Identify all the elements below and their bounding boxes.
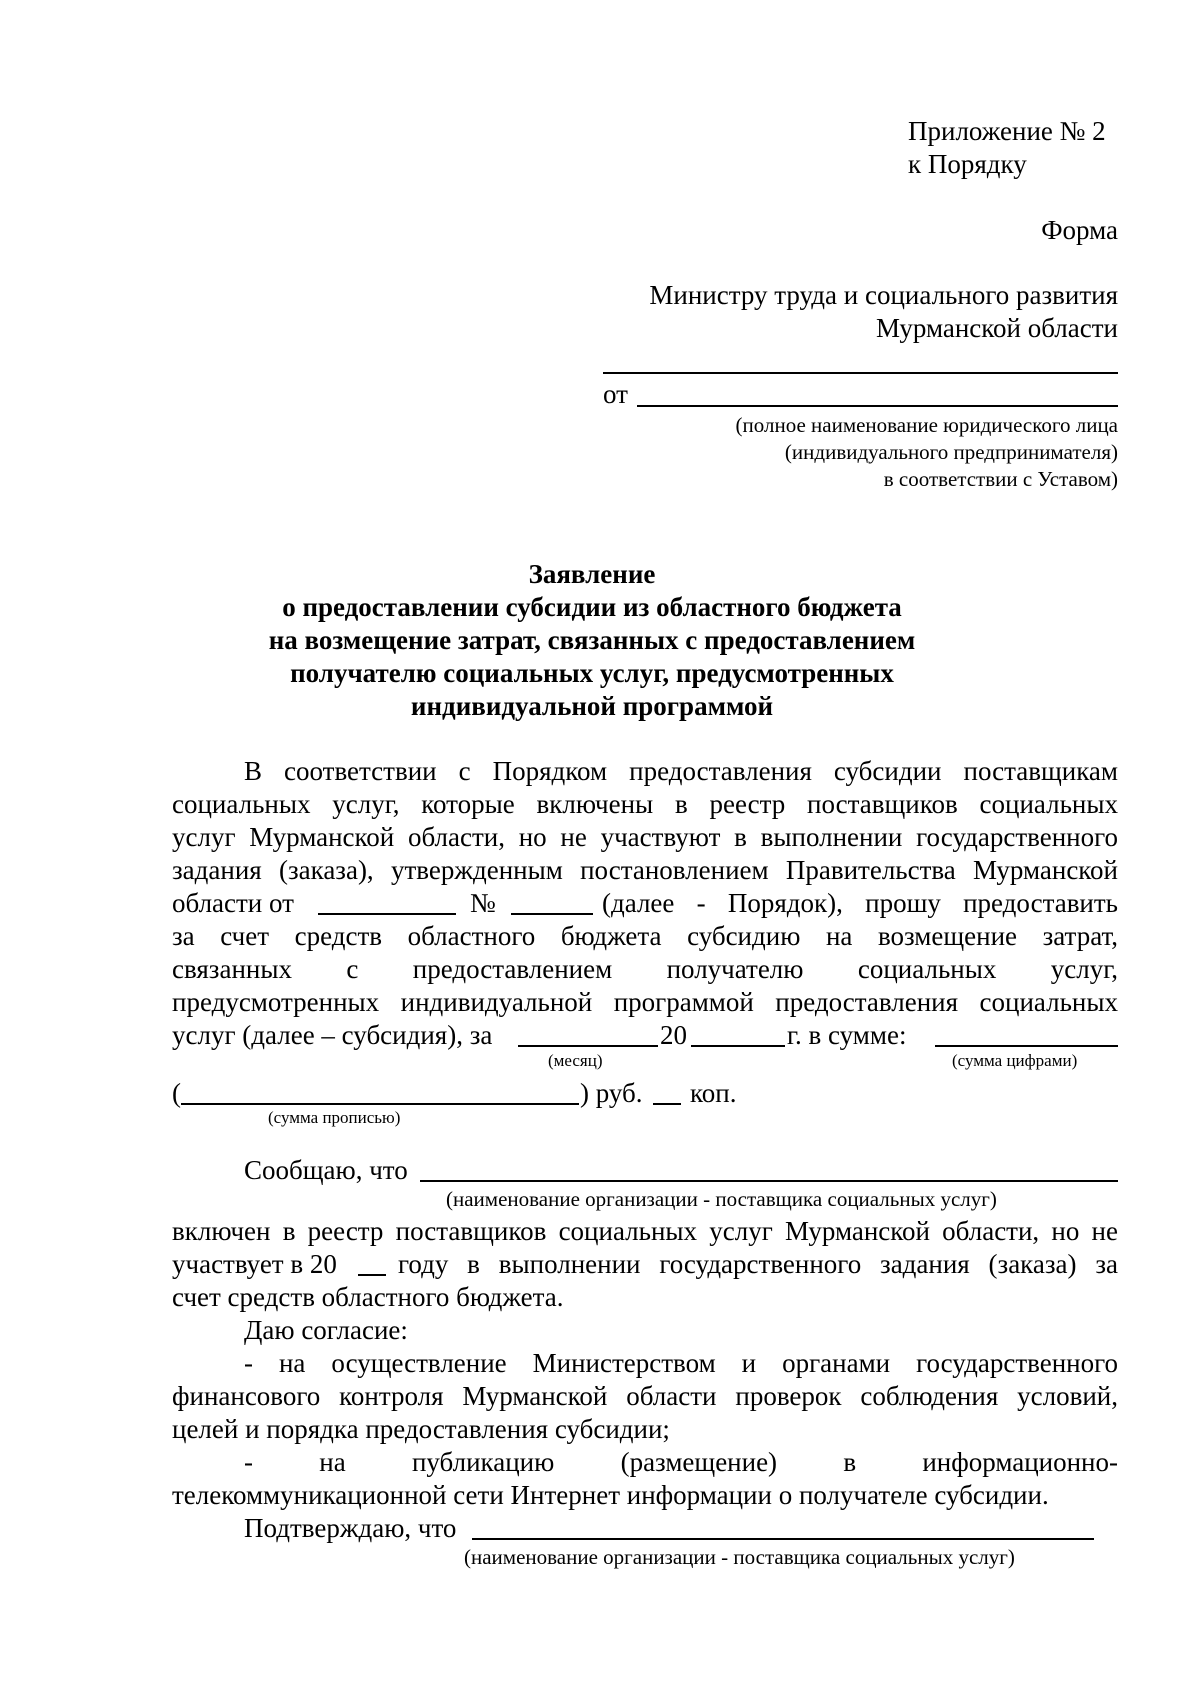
consent-1-line-1 [244, 1347, 1118, 1379]
decree-date-blank[interactable] [318, 913, 456, 915]
document-subtitle-line-2: на возмещение затрат, связанных с предоставлением [268, 625, 916, 655]
consent-1-line-1-text: - на осуществление Министерством и органами государственного [244, 1348, 1118, 1378]
document-subtitle-line-1: о предоставлении субсидии из областного бюджета [282, 592, 902, 622]
appendix-reference: к Порядку [908, 149, 1027, 179]
paragraph-2-line-1-text: включен в реестр поставщиков социальных услуг Мурманской области, но не [172, 1216, 1118, 1246]
amount-words-blank[interactable] [181, 1103, 579, 1105]
appendix-number: Приложение № 2 [908, 116, 1106, 146]
year-prefix: 20 [660, 1020, 687, 1050]
paragraph-1-line-5-end [602, 887, 1118, 919]
report-label: Сообщаю, что [244, 1155, 408, 1185]
applicant-blank-line-2[interactable] [637, 405, 1118, 407]
paragraph-1-line-6-text: за счет средств областного бюджета субсидию на возмещение затрат, [172, 921, 1118, 951]
paragraph-2-line-2-start: участвует в 20 [172, 1249, 337, 1279]
addressee-line-2: Мурманской области [876, 313, 1118, 343]
paragraph-1-line-9-start: услуг (далее – субсидия), за [172, 1020, 493, 1050]
addressee-line-1: Министру труда и социального развития [649, 280, 1118, 310]
amount-digits-hint: (сумма цифрами) [952, 1051, 1078, 1070]
organization-name-hint-2: (наименование организации - поставщика социальных услуг) [464, 1545, 1015, 1569]
paragraph-1-line-2 [172, 788, 1118, 820]
amount-label: г. в сумме: [787, 1020, 907, 1050]
consent-2-line-1 [244, 1446, 1118, 1478]
consent-1-line-2 [172, 1380, 1118, 1412]
paragraph-1-line-6 [172, 920, 1118, 952]
paragraph-1-line-1-text: В соответствии с Порядком предоставления субсидии поставщикам [244, 756, 1118, 786]
paragraph-1-line-3-text: услуг Мурманской области, но не участвуют в выполнении государственного [172, 822, 1118, 852]
consent-2-line-2: телекоммуникационной сети Интернет информации о получателе субсидии. [172, 1480, 1049, 1510]
paragraph-1-line-3 [172, 821, 1118, 853]
organization-name-hint-1: (наименование организации - поставщика социальных услуг) [446, 1187, 997, 1211]
year-blank-2[interactable] [358, 1274, 386, 1276]
month-blank[interactable] [518, 1045, 658, 1047]
consent-label: Даю согласие: [244, 1315, 408, 1345]
amount-words-hint: (сумма прописью) [268, 1108, 401, 1127]
paragraph-2-line-3: счет средств областного бюджета. [172, 1282, 564, 1312]
document-subtitle-line-3: получателю социальных услуг, предусмотренных [290, 658, 894, 688]
paragraph-1-line-4 [172, 854, 1118, 886]
paragraph-2-line-2-end-text: году в выполнении государственного задания (заказа) за [398, 1249, 1118, 1279]
amount-digits-blank[interactable] [935, 1045, 1118, 1047]
rubles-label: ) руб. [580, 1078, 643, 1108]
paragraph-1-line-5-end-text: (далее - Порядок), прошу предоставить [602, 888, 1118, 918]
document-title: Заявление [528, 559, 656, 589]
applicant-hint-1: (полное наименование юридического лица [735, 413, 1118, 437]
consent-2-line-1-text: - на публикацию (размещение) в информационно- [244, 1447, 1118, 1477]
month-hint: (месяц) [548, 1051, 603, 1070]
consent-1-line-3: целей и порядка предоставления субсидии; [172, 1414, 670, 1444]
paragraph-2-line-1 [172, 1215, 1118, 1247]
paragraph-2-line-2-end [398, 1248, 1118, 1280]
decree-number-blank[interactable] [511, 913, 593, 915]
form-label: Форма [1041, 215, 1118, 245]
paragraph-1-line-2-text: социальных услуг, которые включены в реестр поставщиков социальных [172, 789, 1118, 819]
paragraph-1-line-5-start: области от [172, 888, 294, 918]
number-sign: № [470, 888, 496, 918]
applicant-hint-2: (индивидуального предпринимателя) [784, 440, 1118, 464]
paragraph-1-line-7 [172, 953, 1118, 985]
from-label: от [603, 379, 628, 409]
kopecks-blank[interactable] [653, 1103, 681, 1105]
consent-1-line-2-text: финансового контроля Мурманской области проверок соблюдения условий, [172, 1381, 1118, 1411]
paragraph-1-line-1 [244, 755, 1118, 787]
organization-name-blank-2[interactable] [472, 1538, 1094, 1540]
paragraph-1-line-7-text: связанных с предоставлением получателю социальных услуг, [172, 954, 1118, 984]
document-subtitle-line-4: индивидуальной программой [410, 691, 774, 721]
year-blank[interactable] [691, 1045, 785, 1047]
applicant-hint-3: в соответствии с Уставом) [883, 467, 1118, 491]
paragraph-1-line-4-text: задания (заказа), утвержденным постановлением Правительства Мурманской [172, 855, 1118, 885]
kopecks-label: коп. [690, 1078, 737, 1108]
paragraph-1-line-8 [172, 986, 1118, 1018]
organization-name-blank-1[interactable] [420, 1180, 1118, 1182]
paragraph-1-line-8-text: предусмотренных индивидуальной программой предоставления социальных [172, 987, 1118, 1017]
applicant-blank-line-1[interactable] [603, 372, 1118, 374]
confirm-label: Подтверждаю, что [244, 1513, 457, 1543]
amount-words-open-paren: ( [172, 1078, 181, 1108]
